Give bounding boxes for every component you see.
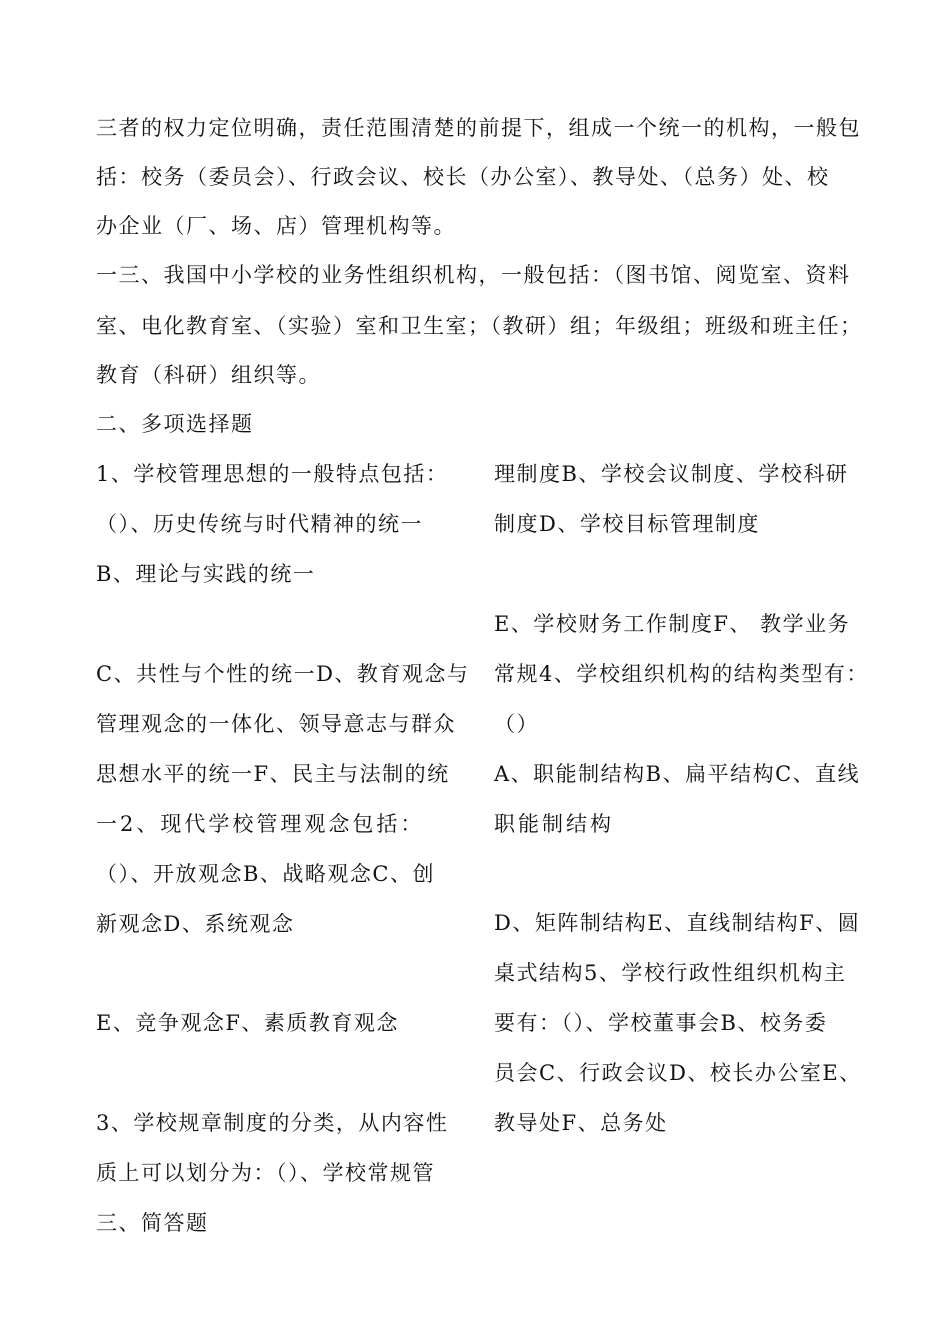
left-column-line: 3、学校规章制度的分类，从内容性 — [96, 1111, 449, 1135]
right-column-line: 职能制结构 — [494, 812, 614, 836]
right-column-line: D、矩阵制结构E、直线制结构F、圆 — [494, 911, 861, 935]
paragraph-line: 三者的权力定位明确，责任范围清楚的前提下，组成一个统一的机构，一般包 — [96, 116, 861, 140]
left-column-line: 质上可以划分为：（）、学校常规管 — [96, 1161, 435, 1185]
right-column-line: E、学校财务工作制度F、 教学业务 — [494, 612, 851, 636]
right-column-line: A、职能制结构B、扁平结构C、直线 — [494, 762, 861, 786]
right-column-line: 制度D、学校目标管理制度 — [494, 512, 760, 536]
right-column-line: 教导处F、总务处 — [494, 1111, 668, 1135]
right-column-line: 桌式结构5、学校行政性组织机构主 — [494, 961, 847, 985]
section-heading-multiple-choice: 二、多项选择题 — [96, 412, 254, 436]
left-column-line: 管理观念的一体化、领导意志与群众 — [96, 712, 456, 736]
right-column-line: （） — [494, 712, 539, 736]
paragraph-line: 括：校务（委员会）、行政会议、校长（办公室）、教导处、（总务）处、校 — [96, 165, 830, 189]
left-column-line: 1、学校管理思想的一般特点包括： — [96, 462, 449, 486]
paragraph-line: 室、电化教育室、（实验）室和卫生室；（教研）组；年级组；班级和班主任； — [96, 314, 863, 338]
left-column-line: C、共性与个性的统一D、教育观念与 — [96, 662, 470, 686]
left-column-line: 一2、现代学校管理观念包括： — [96, 812, 425, 836]
left-column-line: B、理论与实践的统一 — [96, 562, 316, 586]
left-column-line: E、竞争观念F、素质教育观念 — [96, 1011, 399, 1035]
right-column-line: 理制度B、学校会议制度、学校科研 — [494, 462, 849, 486]
right-column-line: 常规4、学校组织机构的结构类型有： — [494, 662, 869, 686]
left-column-line: （）、开放观念B、战略观念C、创 — [96, 862, 435, 886]
paragraph-line: 教育（科研）组织等。 — [96, 363, 321, 387]
section-heading-short-answer: 三、简答题 — [96, 1211, 209, 1235]
left-column-line: 新观念D、系统观念 — [96, 912, 295, 936]
paragraph-line: 一三、我国中小学校的业务性组织机构，一般包括：（图书馆、阅览室、资料 — [96, 263, 851, 287]
left-column-line: （）、历史传统与时代精神的统一 — [96, 512, 423, 536]
right-column-line: 员会C、行政会议D、校长办公室E、 — [494, 1061, 862, 1085]
right-column-line: 要有：（）、学校董事会B、校务委 — [494, 1011, 828, 1035]
paragraph-line: 办企业（厂、场、店）管理机构等。 — [96, 214, 456, 238]
left-column-line: 思想水平的统一F、民主与法制的统 — [96, 762, 450, 786]
